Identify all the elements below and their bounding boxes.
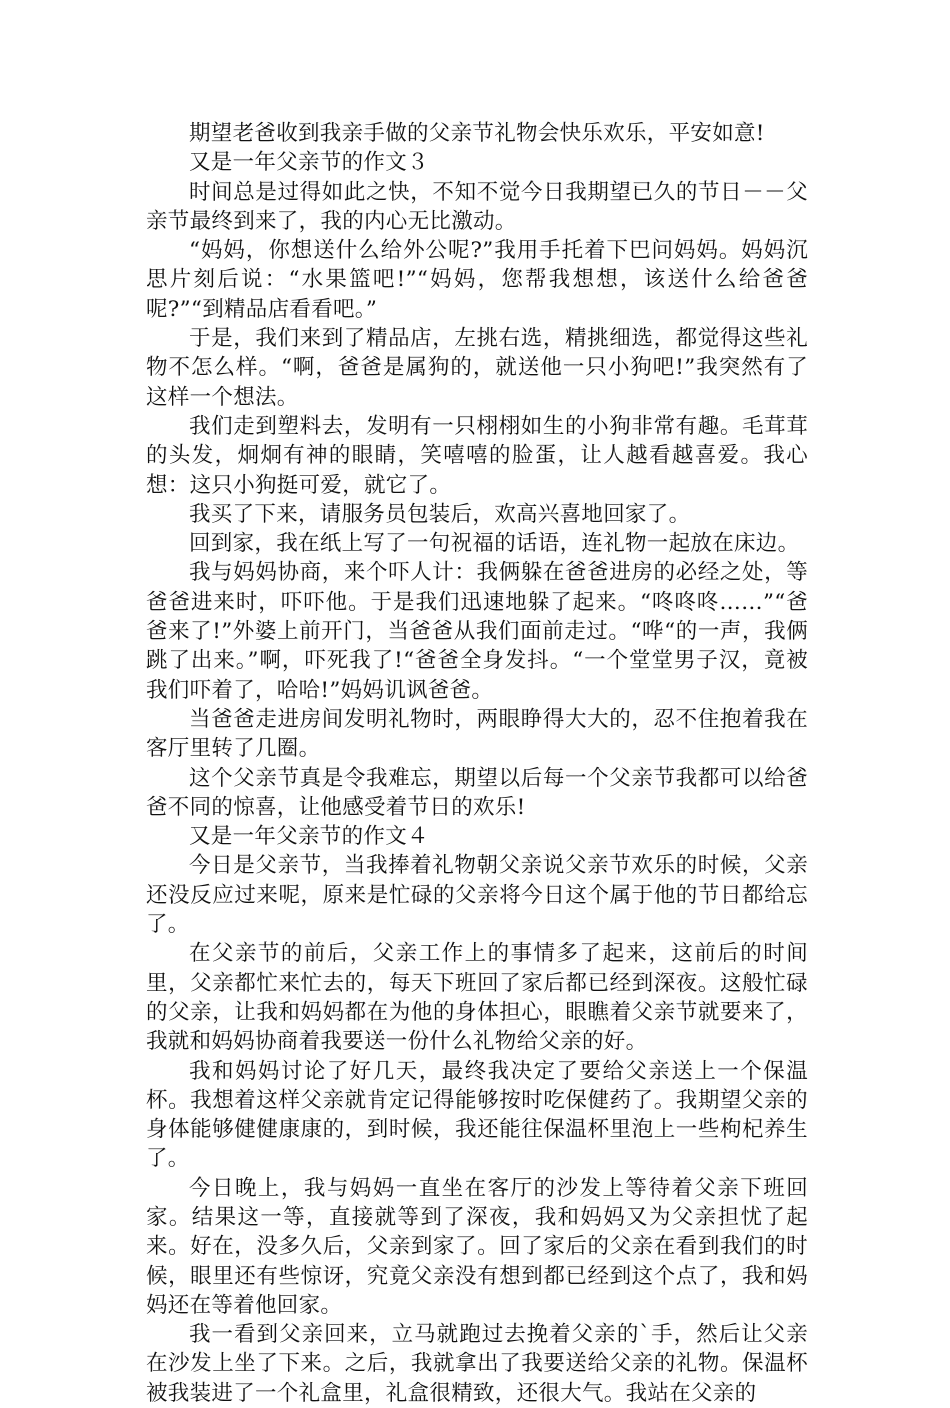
paragraph: 我一看到父亲回来，立马就跑过去挽着父亲的`手，然后让父亲在沙发上坐了下来。之后，我就拿出了我要送给父亲的礼物。保温杯被我装进了一个礼盒里，礼盒很精致，还很大气。我站在父亲的: [146, 1322, 808, 1406]
paragraph: 我买了下来，请服务员包装后，欢高兴喜地回家了。: [189, 501, 691, 527]
paragraph: 回到家，我在纸上写了一句祝福的话语，连礼物一起放在床边。: [189, 531, 800, 557]
paragraph: 于是，我们来到了精品店，左挑右选，精挑细选，都觉得这些礼物不怎么样。“啊，爸爸是属狗的，就送他一只小狗吧!”我突然有了这样一个想法。: [146, 326, 808, 410]
paragraph: 我们走到塑料去，发明有一只栩栩如生的小狗非常有趣。毛茸茸的头发，炯炯有神的眼睛，笑嘻嘻的脸蛋，让人越看越喜爱。我心想：这只小狗挺可爱，就它了。: [146, 413, 808, 498]
paragraph-closing-wish: 期望老爸收到我亲手做的父亲节礼物会快乐欢乐，平安如意!: [189, 121, 765, 146]
paragraph: 我和妈妈讨论了好几天，最终我决定了要给父亲送上一个保温杯。我想着这样父亲就肯定记得能够按时吃保健药了。我期望父亲的身体能够健健康康的，到时候，我还能往保温杯里泡上一些枸杞养生了。: [146, 1058, 808, 1172]
paragraph: 这个父亲节真是令我难忘，期望以后每一个父亲节我都可以给爸爸不同的惊喜，让他感受着节日的欢乐!: [146, 765, 808, 820]
paragraph: 今日是父亲节，当我捧着礼物朝父亲说父亲节欢乐的时候，父亲还没反应过来呢，原来是忙碌的父亲将今日这个属于他的节日都给忘了。: [146, 853, 808, 938]
essay-heading-4: 又是一年父亲节的作文４: [189, 824, 429, 850]
paragraph: 在父亲节的前后，父亲工作上的事情多了起来，这前后的时间里，父亲都忙来忙去的，每天下班回了家后都已经到深夜。这般忙碌的父亲，让我和妈妈都在为他的身体担心，眼瞧着父亲节就要来了，我就和妈妈协商着我要送一份什么礼物给父亲的好。: [146, 941, 808, 1055]
paragraph: 当爸爸走进房间发明礼物时，两眼睁得大大的，忍不住抱着我在客厅里转了几圈。: [146, 706, 808, 762]
paragraph: 时间总是过得如此之快，不知不觉今日我期望已久的节日－－父亲节最终到来了，我的内心无比激动。: [146, 179, 808, 234]
paragraph: 我与妈妈协商，来个吓人计：我俩躲在爸爸进房的必经之处，等爸爸进来时，吓吓他。于是我们迅速地躲了起来。“咚咚咚……”“爸爸来了!”外婆上前开门，当爸爸从我们面前走过。“哗“的一声，我俩跳了出来。”啊，吓死我了!“爸爸全身发抖。“一个堂堂男子汉，竟被我们吓着了，哈哈!”妈妈讥讽爸爸。: [146, 560, 808, 703]
essay-heading-3: 又是一年父亲节的作文３: [189, 150, 429, 176]
document-page: [146, 119, 808, 1408]
paragraph: “妈妈，你想送什么给外公呢?”我用手托着下巴问妈妈。妈妈沉思片刻后说：“水果篮吧!”“妈妈，您帮我想想，该送什么给爸爸呢?”“到精品店看看吧。”: [146, 238, 808, 322]
paragraph: 今日晚上，我与妈妈一直坐在客厅的沙发上等待着父亲下班回家。结果这一等，直接就等到了深夜，我和妈妈又为父亲担忧了起来。好在，没多久后，父亲到家了。回了家后的父亲在看到我们的时候，眼里还有些惊讶，究竟父亲没有想到都已经到这个点了，我和妈妈还在等着他回家。: [146, 1175, 808, 1318]
